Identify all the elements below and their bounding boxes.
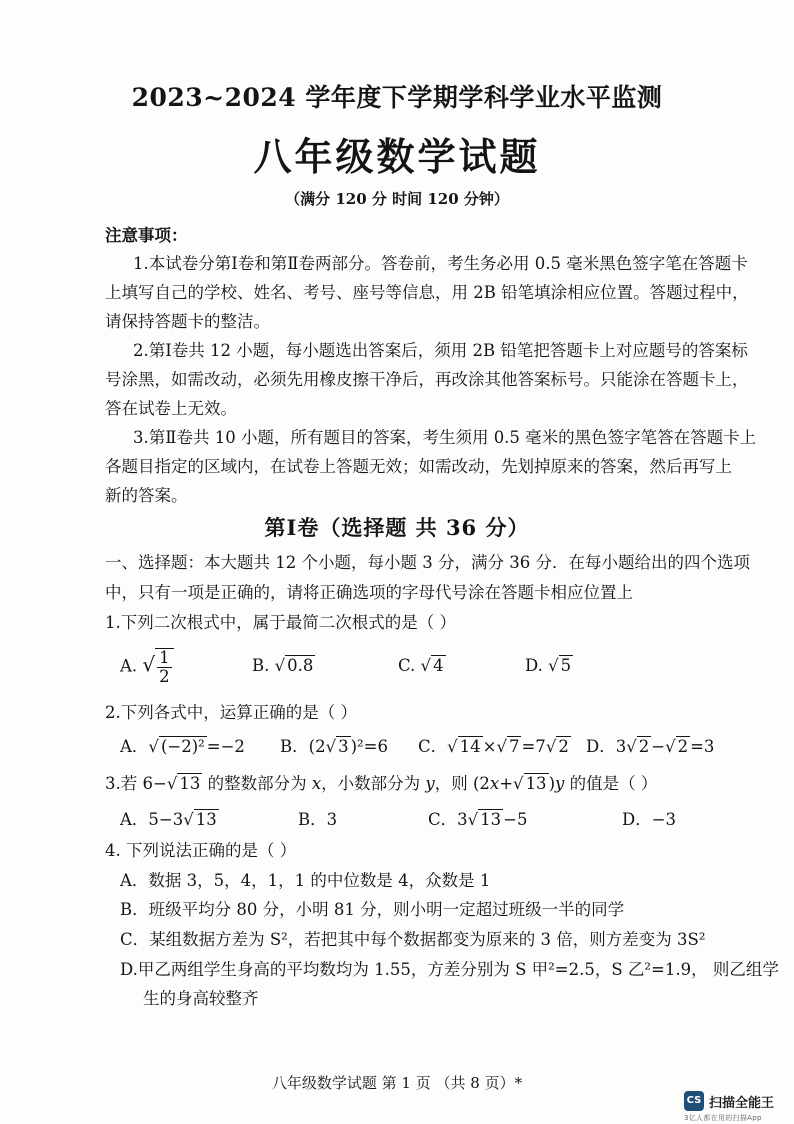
q3-option-b (298, 806, 337, 830)
q2-option-b-label: B． (280, 737, 309, 756)
q1-option-c (398, 655, 446, 676)
q2-c-rest: =7 (521, 737, 546, 756)
q3-c-pre: 3 (457, 810, 468, 829)
q2-option-d (586, 733, 714, 757)
q1-stem: 1.下列二次根式中，属于最简二次根式的是（ ） (105, 613, 456, 632)
q2-b-rest: )²=6 (350, 737, 388, 756)
q3-stem-radicand2: 13 (525, 774, 547, 793)
notice-item2-line3: 答在试卷上无效。 (105, 399, 237, 418)
q3-stem-mid2: ，小数部分为 (321, 774, 426, 793)
q2-c-times: × (482, 737, 497, 756)
sqrt-sign: √ (626, 737, 637, 756)
q3-option-c (428, 806, 527, 830)
q3-var-y2: y (555, 774, 565, 793)
q2-option-d-label: D． (586, 737, 616, 756)
sqrt-sign: √ (183, 810, 194, 829)
q2-d-pre: 3 (615, 737, 627, 756)
q1-option-b (252, 655, 315, 676)
section1-instruction-line2: 中，只有一项是正确的，请将正确选项的字母代号涂在答题卡相应位置上 (105, 583, 633, 602)
q3-option-a (120, 806, 219, 830)
q2-c-radicand2: 7 (508, 737, 520, 756)
notice-item1-line3: 请保持答题卡的整洁。 (105, 312, 270, 331)
q1-b-radicand: 0.8 (287, 656, 314, 675)
q3-a-pre: 5−3 (148, 810, 184, 829)
q2-d-rest: =3 (690, 737, 715, 756)
q3-stem-mid5: ) (548, 774, 555, 793)
sqrt-sign: √ (274, 656, 286, 675)
sqrt-sign: √ (447, 737, 458, 756)
sqrt-sign: √ (548, 656, 559, 675)
q2-a-rest: =−2 (206, 737, 245, 756)
q3-option-b-label: B． (298, 810, 327, 829)
q3-stem-end: 的值是（ ） (564, 774, 658, 793)
q2-stem: 2.下列各式中，运算正确的是（ ） (105, 703, 357, 722)
q2-option-c (418, 733, 571, 757)
q1-option-d-label: D. (525, 656, 543, 675)
section1-title: 第Ⅰ卷（选择题 共 36 分） (264, 515, 530, 540)
q3-option-d-label: D． (622, 810, 652, 829)
q2-b-radicand: 3 (338, 737, 349, 756)
sqrt-sign: √ (467, 810, 479, 829)
notice-item2-line1: 2.第Ⅰ卷共 12 小题，每小题选出答案后，须用 2B 铅笔把答题卡上对应题号的答案标 (133, 341, 748, 360)
notice-item1-line1: 1.本试卷分第Ⅰ卷和第Ⅱ卷两部分。答卷前，考生务必用 0.5 毫米黑色签字笔在答题卡 (133, 254, 748, 273)
q3-stem-pre: 3.若 6− (105, 774, 167, 793)
q3-var-y: y (425, 774, 435, 793)
q4-option-d-line2: 生的身高较整齐 (143, 989, 259, 1008)
sqrt-sign: √ (545, 737, 557, 756)
exam-main-title: 八年级数学试题 (253, 134, 541, 179)
q3-stem-mid4: + (499, 774, 514, 793)
q3-var-x2: x (489, 774, 500, 793)
q1-a-denominator: 2 (159, 667, 170, 687)
q2-option-b (280, 733, 388, 757)
notice-item3-line1: 3.第Ⅱ卷共 10 小题，所有题目的答案，考生须用 0.5 毫米的黑色签字笔答在答题卡上 (133, 428, 757, 447)
section1-instruction-line1: 一、选择题：本大题共 12 个小题，每小题 3 分，满分 36 分．在每小题给出的四个选项 (105, 553, 750, 572)
q1-option-b-label: B. (252, 656, 270, 675)
q3-a-radicand: 13 (195, 810, 217, 829)
q3-option-a-label: A． (120, 810, 149, 829)
notice-item1-line2: 上填写自己的学校、姓名、考号、座号等信息，用 2B 铅笔填涂相应位置。答题过程中， (105, 283, 749, 302)
q3-var-x: x (311, 774, 322, 793)
scanner-watermark (684, 1091, 792, 1123)
q4-option-b: B．班级平均分 80 分，小明 81 分，则小明一定超过班级一半的同学 (120, 900, 625, 919)
score-time-info: （满分 120 分 时间 120 分钟） (285, 190, 509, 208)
q2-d-minus: − (651, 737, 666, 756)
q3-c-radicand: 13 (480, 810, 502, 829)
sqrt-sign: √ (166, 774, 178, 793)
q4-stem: 4. 下列说法正确的是（ ） (105, 841, 297, 860)
q3-stem-mid1: 的整数部分为 (202, 774, 312, 793)
q4-option-c: C．某组数据方差为 S²，若把其中每个数据都变为原来的 3 倍，则方差变为 3S² (120, 930, 706, 949)
q1-option-a-label: A. (120, 656, 138, 676)
sqrt-sign: √ (325, 737, 337, 756)
q3-d-text: −3 (651, 810, 677, 829)
notice-item2-line2: 号涂黑，如需改动，必须先用橡皮擦干净后，再改涂其他答案标号。只能涂在答题卡上， (105, 370, 749, 389)
page-footer: 八年级数学试题 第 1 页 （共 8 页）* (271, 1074, 523, 1092)
q2-option-c-label: C． (418, 737, 448, 756)
q2-b-pre: (2 (308, 737, 326, 756)
watermark-subtitle: 3亿人都在用的扫描App (684, 1114, 762, 1122)
sqrt-sign: √ (148, 737, 159, 756)
q3-option-c-label: C． (428, 810, 458, 829)
q3-stem-mid3: ，则 (2 (434, 774, 490, 793)
q3-b-text: 3 (326, 810, 338, 829)
q3-option-d (622, 806, 676, 830)
q1-option-a-fraction (155, 648, 174, 686)
notice-item3-line2: 各题目指定的区域内，在试卷上答题无效；如需改动，先划掉原来的答案，然后再写上 (105, 457, 732, 476)
q1-option-a (120, 648, 174, 686)
q2-option-a-label: A． (120, 737, 149, 756)
q1-a-numerator: 1 (159, 648, 170, 667)
q3-stem-radicand: 13 (179, 774, 201, 793)
q2-d-radicand1: 2 (638, 737, 650, 756)
q1-option-d (525, 655, 573, 676)
q2-d-radicand2: 2 (677, 737, 689, 756)
q1-option-c-label: C. (398, 656, 416, 675)
notice-item3-line3: 新的答案。 (105, 486, 188, 505)
q3-c-rest: −5 (503, 810, 528, 829)
q4-option-a: A．数据 3，5，4，1，1 的中位数是 4，众数是 1 (120, 871, 491, 890)
q2-option-a (120, 733, 245, 757)
sqrt-sign: √ (665, 737, 676, 756)
sqrt-sign: √ (496, 737, 507, 756)
q1-c-radicand: 4 (433, 656, 444, 675)
q4-option-d-line1: D.甲乙两组学生身高的平均数均为 1.55，方差分别为 S 甲²=2.5，S 乙²=1.9， 则乙组学 (120, 960, 779, 979)
q1-d-radicand: 5 (560, 656, 572, 675)
sqrt-sign: √ (420, 656, 432, 675)
q2-c-radicand3: 2 (558, 737, 569, 756)
q2-a-radicand: (−2)² (160, 737, 205, 756)
exam-year-title: 2023~2024 学年度下学期学科学业水平监测 (131, 83, 663, 112)
sqrt-sign: √ (513, 774, 524, 793)
q2-c-radicand1: 14 (459, 737, 481, 756)
camscanner-logo-icon: CS (684, 1091, 704, 1111)
sqrt-sign: √ (142, 652, 156, 677)
watermark-name: 扫描全能王 (709, 1096, 775, 1111)
q3-stem (105, 770, 657, 794)
notice-heading: 注意事项： (105, 226, 188, 245)
